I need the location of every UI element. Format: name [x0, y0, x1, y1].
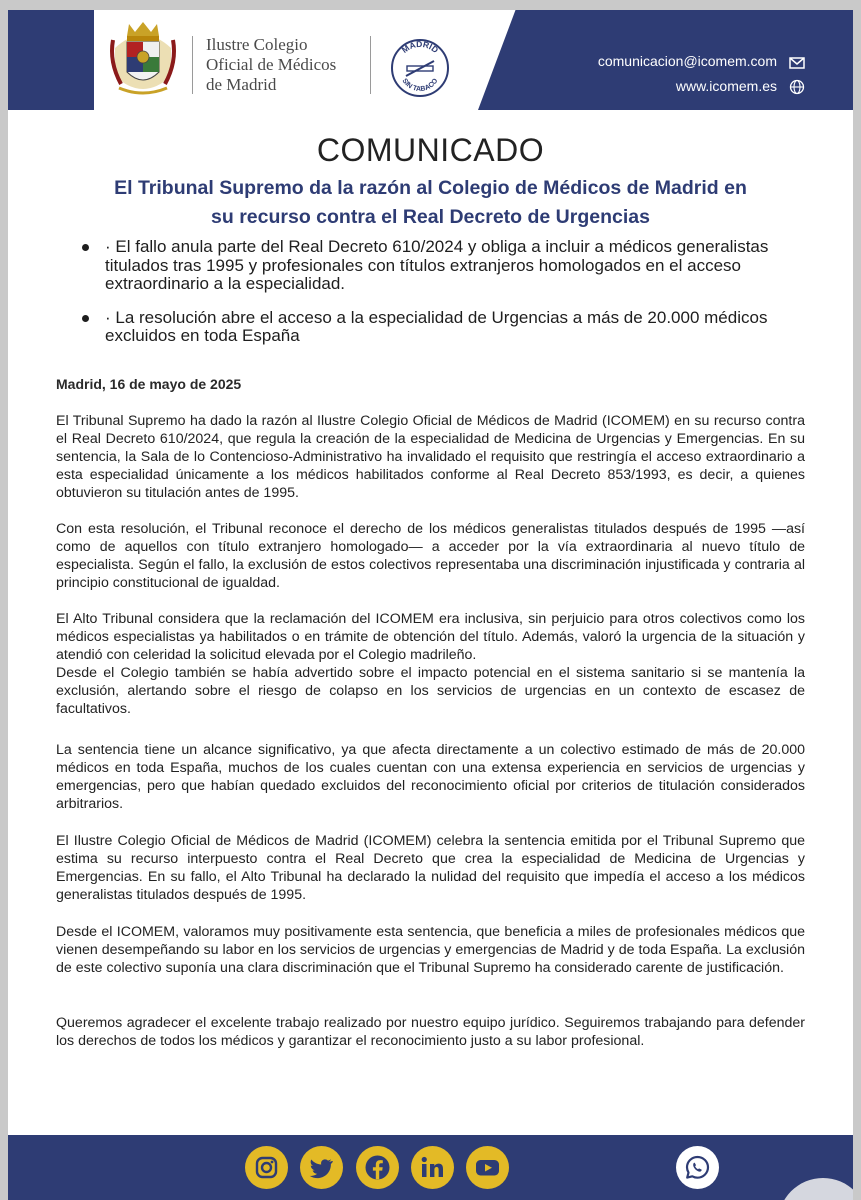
bullet-item [82, 309, 812, 346]
linkedin-icon [411, 1146, 454, 1189]
bullet-item [82, 238, 812, 294]
bullet-dot-icon [82, 244, 89, 251]
header-divider [370, 36, 371, 94]
org-name-line: de Madrid [206, 75, 277, 94]
bullet-line: titulados tras 1995 y profesionales con títulos extranjeros homologados en el acceso [105, 255, 741, 275]
body-paragraph: Desde el ICOMEM, valoramos muy positivamente esta sentencia, que beneficia a miles de profesionales médicos que vienen desempeñando su labor en los servicios de urgencias y emergencias de Madrid y de toda España. La exclusión de este colectivo suponía una clara discriminación que el Tribunal Supremo ha considerado carente de justificación. [56, 924, 805, 976]
contact-email[interactable]: comunicacion@icomem.com [597, 53, 777, 69]
header-divider [192, 36, 193, 94]
twitter-icon [300, 1146, 343, 1189]
subtitle-line: su recurso contra el Real Decreto de Urgencias [211, 206, 650, 228]
svg-text:MADRID [400, 39, 441, 55]
contact-website[interactable]: www.icomem.es [675, 78, 777, 94]
body-paragraph: Con esta resolución, el Tribunal reconoce el derecho de los médicos generalistas titulados después de 1995 —así como de aquellos con título extranjero homologado— a acceder por la vía extraordinaria al nuevo título de especialista. Según el fallo, la exclusión de estos colectivos representaba una discriminación injustificada y contraria al principio constitucional de igualdad. [56, 521, 805, 591]
mail-icon [789, 55, 805, 71]
body-paragraph: Desde el Colegio también se había advertido sobre el impacto potencial en el sistema sanitario si se mantenía la exclusión, alertando sobre el riesgo de colapso en los servicios de urgencias en un contexto de escasez de facultativos. [56, 665, 805, 717]
body-paragraph: El Tribunal Supremo ha dado la razón al Ilustre Colegio Oficial de Médicos de Madrid (ICOMEM) en su recurso contra el Real Decreto 610/2024, que regula la creación de la especialidad de Medicina de Urgencias y Emergencias. En su sentencia, la Sala de lo Contencioso-Administrativo ha invalidado el requisito que restringía el acceso extraordinario a esta especialidad únicamente a los médicos habilitados conforme al Real Decreto 853/1993, es decir, a quienes obtuvieron su titulación antes de 1995. [56, 413, 805, 501]
instagram-icon [245, 1146, 288, 1189]
facebook-link[interactable] [356, 1146, 399, 1189]
body-paragraph: El Ilustre Colegio Oficial de Médicos de Madrid (ICOMEM) celebra la sentencia emitida por el Tribunal Supremo que estima su recurso interpuesto contra el Real Decreto que crea la especialidad de Medicina de Urgencias y Emergencias. En su fallo, el Alto Tribunal ha declarado la nulidad del requisito que impedía el acceso a los médicos generalistas titulados después de 1995. [56, 833, 805, 903]
org-name-line: Ilustre Colegio [206, 35, 308, 54]
seal-text-bottom: SIN TABACO [400, 77, 440, 94]
youtube-icon [466, 1146, 509, 1189]
document-page [8, 10, 853, 1200]
dateline: Madrid, 16 de mayo de 2025 [56, 376, 242, 392]
instagram-link[interactable] [245, 1146, 288, 1189]
bullet-line: · La resolución abre el acceso a la especialidad de Urgencias a más de 20.000 médicos [105, 307, 768, 327]
whatsapp-link[interactable] [676, 1146, 719, 1189]
highlight-bullets [82, 238, 812, 361]
facebook-icon [356, 1146, 399, 1189]
org-name-line: Oficial de Médicos [206, 55, 337, 74]
svg-text:SIN TABACO [401, 77, 440, 93]
subtitle-line: El Tribunal Supremo da la razón al Colegio de Médicos de Madrid en [114, 177, 747, 199]
globe-icon [789, 79, 805, 95]
bullet-line: · El fallo anula parte del Real Decreto 610/2024 y obliga a incluir a médicos generalistas [105, 237, 769, 256]
youtube-link[interactable] [466, 1146, 509, 1189]
body-paragraph: Queremos agradecer el excelente trabajo realizado por nuestro equipo jurídico. Seguiremos trabajando para defender los derechos de todos los médicos y garantizar el reconocimiento justo a su labor profesional. [56, 1015, 805, 1049]
body-paragraph: El Alto Tribunal considera que la reclamación del ICOMEM era inclusiva, sin perjuicio para otros colectivos como los médicos especialistas ya habilitados o en trámite de obtención del título. Además, valoró la urgencia de la situación y atendió con celeridad la solicitud elevada por el Colegio madrileño. [56, 611, 805, 663]
madrid-sin-tabaco-seal [390, 38, 450, 98]
coat-of-arms-logo [105, 18, 181, 102]
bullet-line: extraordinario a la especialidad. [105, 274, 346, 293]
linkedin-link[interactable] [411, 1146, 454, 1189]
whatsapp-icon [676, 1146, 719, 1189]
twitter-link[interactable] [300, 1146, 343, 1189]
seal-text-top: MADRID [399, 38, 441, 55]
bullet-line: excluidos en toda España [105, 326, 300, 345]
document-title: COMUNICADO [316, 132, 545, 168]
bullet-dot-icon [82, 315, 89, 322]
document-subtitle [8, 174, 853, 232]
organization-name [206, 35, 336, 95]
body-paragraph: La sentencia tiene un alcance significativo, ya que afecta directamente a un colectivo estimado de más de 20.000 médicos en toda España, muchos de los cuales cuentan con una extensa experiencia en servicios de urgencias y emergencias, pero que habían quedado excluidos del reconocimiento oficial por criterios de titulación considerados arbitrarios. [56, 742, 805, 812]
header-accent-left [8, 10, 94, 110]
